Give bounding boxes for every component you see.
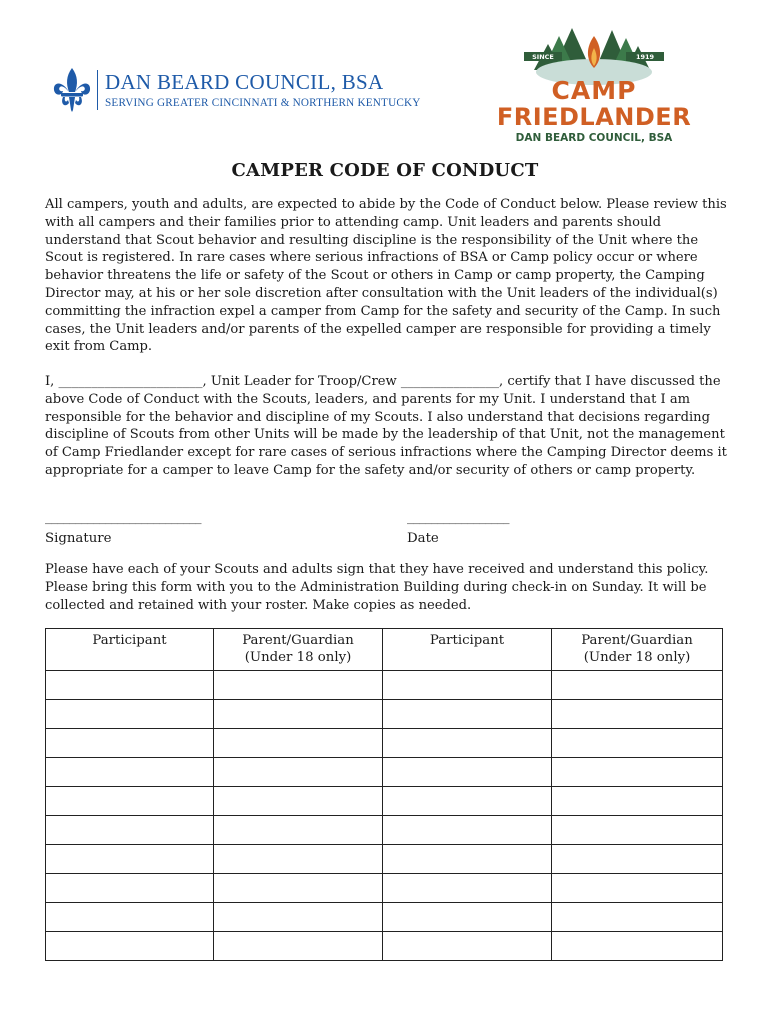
signature-cell[interactable] — [552, 671, 723, 700]
signature-cell[interactable] — [214, 816, 383, 845]
table-row — [46, 903, 723, 932]
signature-cell[interactable] — [214, 845, 383, 874]
signature-cell[interactable] — [46, 816, 214, 845]
signature-cell[interactable] — [214, 787, 383, 816]
camp-council-name: DAN BEARD COUNCIL, BSA — [515, 132, 673, 144]
signature-cell[interactable] — [46, 845, 214, 874]
signature-cell[interactable] — [383, 874, 552, 903]
council-name: DAN BEARD COUNCIL, BSA — [105, 70, 384, 94]
signature-cell[interactable] — [383, 671, 552, 700]
date-line[interactable]: _________________ — [407, 510, 509, 525]
council-tagline: SERVING GREATER CINCINNATI & NORTHERN KENTUCKY — [105, 97, 421, 109]
year-label: 1919 — [635, 53, 655, 61]
signature-line[interactable]: __________________________ — [45, 510, 201, 525]
since-label: SINCE — [532, 53, 554, 61]
table-row — [46, 671, 723, 700]
column-header: Participant — [46, 629, 214, 671]
signature-cell[interactable] — [46, 758, 214, 787]
intro-paragraph: All campers, youth and adults, are expected to abide by the Code of Conduct below. Please review this with all campers and their families prior to attending camp. Unit leaders and parents should understand that Scout behavior and resulting discipline is the responsibility of the Unit where the Scout is registered. In rare cases where serious infractions of BSA or Camp policy occur or where behavior threatens the life or safety of the Scout or others in Camp or camp property, the Camping Director may, at his or her sole discretion after consultation with the Unit leaders of the individual(s) committing the infraction expel a camper from Camp for the safety and security of the Camp. In such cases, the Unit leaders and/or parents of the expelled camper are responsible for providing a timely exit from Camp. — [45, 197, 727, 355]
fleur-de-lis-icon — [52, 66, 92, 114]
signature-cell[interactable] — [46, 874, 214, 903]
signature-cell[interactable] — [214, 729, 383, 758]
signature-cell[interactable] — [552, 874, 723, 903]
camp-name-line1: CAMP — [551, 76, 637, 105]
signature-cell[interactable] — [552, 845, 723, 874]
table-row — [46, 932, 723, 961]
council-logo — [52, 66, 421, 114]
table-row — [46, 700, 723, 729]
signature-label: Signature — [45, 531, 112, 546]
signature-cell[interactable] — [46, 932, 214, 961]
camp-name-line2: FRIEDLANDER — [496, 103, 692, 131]
table-row — [46, 729, 723, 758]
signature-cell[interactable] — [46, 787, 214, 816]
table-body — [46, 671, 723, 961]
participant-table — [45, 628, 723, 961]
council-text — [105, 71, 421, 109]
column-header: Parent/Guardian (Under 18 only) — [214, 629, 383, 671]
signature-cell[interactable] — [383, 758, 552, 787]
table-row — [46, 845, 723, 874]
signature-cell[interactable] — [552, 787, 723, 816]
signature-cell[interactable] — [552, 932, 723, 961]
signature-cell[interactable] — [552, 903, 723, 932]
logo-divider — [97, 70, 98, 110]
signature-cell[interactable] — [552, 700, 723, 729]
table-header-row — [46, 629, 723, 671]
camp-name — [484, 78, 704, 130]
signature-cell[interactable] — [46, 903, 214, 932]
table-row — [46, 874, 723, 903]
signature-cell[interactable] — [46, 729, 214, 758]
signature-cell[interactable] — [383, 903, 552, 932]
page-title: CAMPER CODE OF CONDUCT — [231, 160, 539, 181]
signature-cell[interactable] — [46, 671, 214, 700]
column-header: Parent/Guardian (Under 18 only) — [552, 629, 723, 671]
signature-cell[interactable] — [383, 816, 552, 845]
signature-cell[interactable] — [383, 700, 552, 729]
table-row — [46, 816, 723, 845]
signature-cell[interactable] — [46, 700, 214, 729]
signature-cell[interactable] — [383, 845, 552, 874]
signature-cell[interactable] — [214, 700, 383, 729]
certification-paragraph: I, ______________________, Unit Leader for Troop/Crew _______________, certify that I have discussed the above Code of Conduct with the Scouts, leaders, and parents for my Unit. I understand that I am responsible for the behavior and discipline of my Scouts. I also understand that decisions regarding discipline of Scouts from other Units will be made by the leadership of that Unit, not the management of Camp Friedlander except for rare cases of serious infractions where the Camping Director deems it appropriate for a camper to leave Camp for the safety and/or security of others or camp property. — [45, 374, 727, 478]
signature-cell[interactable] — [552, 816, 723, 845]
instructions-paragraph: Please have each of your Scouts and adults sign that they have received and understand this policy. Please bring this form with you to the Administration Building during check-in on Sunday. It will be collected and retained with your roster. Make copies as needed. — [45, 562, 709, 613]
table-row — [46, 758, 723, 787]
signature-cell[interactable] — [552, 758, 723, 787]
signature-cell[interactable] — [383, 787, 552, 816]
signature-cell[interactable] — [552, 729, 723, 758]
signature-cell[interactable] — [214, 874, 383, 903]
signature-cell[interactable] — [214, 932, 383, 961]
signature-cell[interactable] — [214, 671, 383, 700]
signature-cell[interactable] — [214, 758, 383, 787]
table-row — [46, 787, 723, 816]
column-header: Participant — [383, 629, 552, 671]
signature-cell[interactable] — [383, 932, 552, 961]
date-label: Date — [407, 531, 439, 546]
signature-cell[interactable] — [214, 903, 383, 932]
signature-cell[interactable] — [383, 729, 552, 758]
